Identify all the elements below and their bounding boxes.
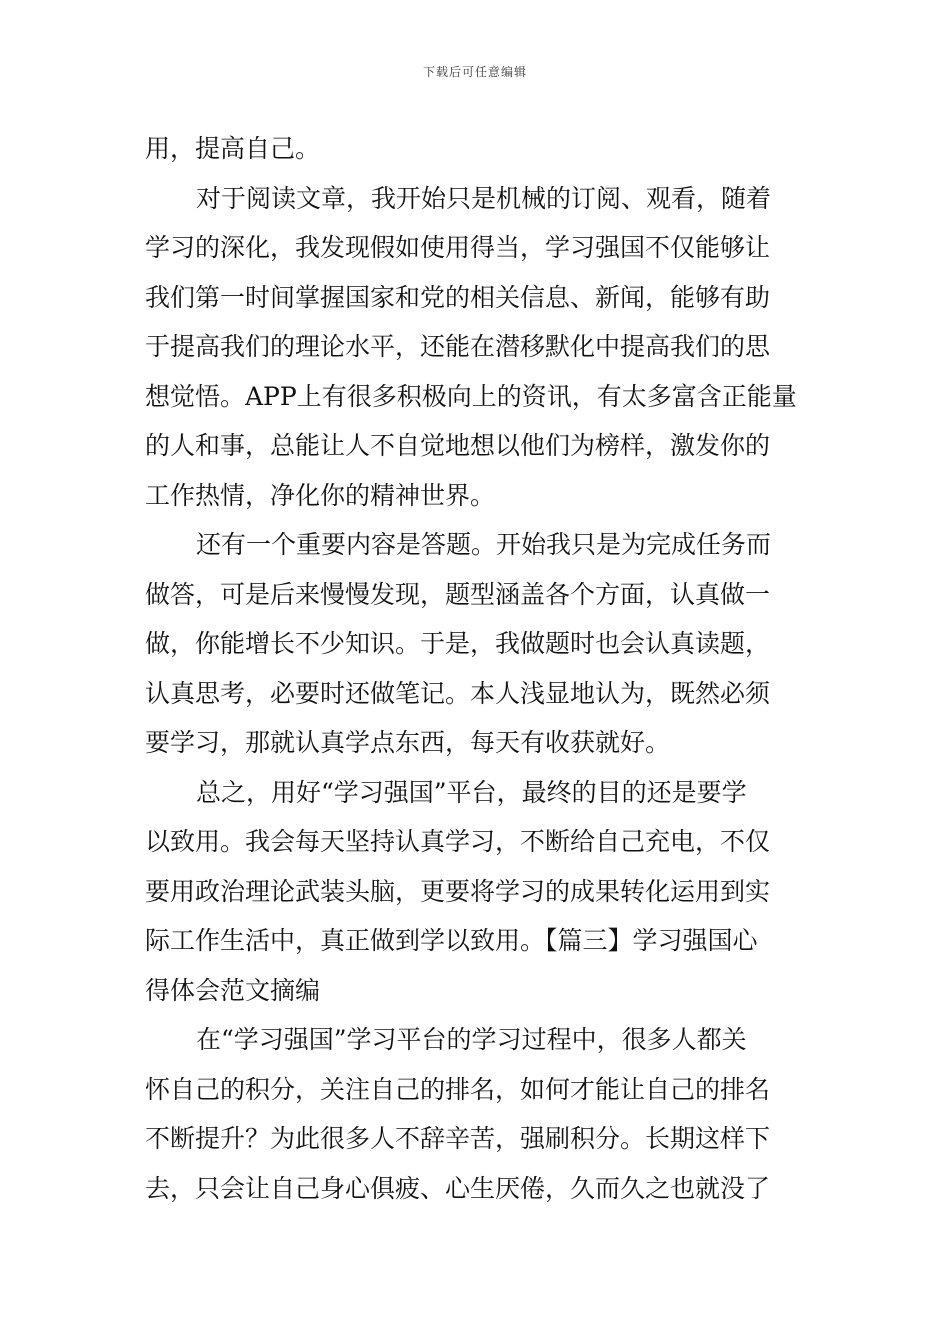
page-header: 下载后可任意编辑	[422, 65, 527, 79]
text-line: 得体会范文摘编	[145, 975, 321, 1005]
text-line: 以致用。我会每天坚持认真学习，不断给自己充电，不仅	[145, 827, 771, 856]
text-line: 还有一个重要内容是答题。开始我只是为完成任务而	[196, 530, 772, 559]
text-line: 做答，可是后来慢慢发现，题型涵盖各个方面，认真做一	[145, 579, 771, 609]
text-line: 于提高我们的理论水平，还能在潜移默化中提高我们的思	[145, 332, 771, 361]
text-line: 要用政治理论武装头脑，更要将学习的成果转化运用到实	[145, 876, 771, 906]
text-line: 的人和事，总能让人不自觉地想以他们为榜样，激发你的	[145, 431, 771, 460]
text-line: 总之，用好“学习强国”平台，最终的目的还是要学	[196, 777, 747, 807]
text-line: 想觉悟。APP上有很多积极向上的资讯，有太多富含正能量	[145, 381, 797, 411]
text-line: 工作热情，净化你的精神世界。	[145, 480, 496, 510]
text-line: 认真思考，必要时还做笔记。本人浅显地认为，既然必须	[145, 678, 771, 708]
text-line: 学习的深化，我发现假如使用得当，学习强国不仅能够让	[145, 233, 771, 262]
text-line: 去，只会让自己身心俱疲、心生厌倦，久而久之也就没了	[145, 1173, 771, 1203]
text-line: 对于阅读文章，我开始只是机械的订阅、观看，随着	[196, 183, 772, 213]
text-line: 怀自己的积分，关注自己的排名，如何才能让自己的排名	[145, 1074, 771, 1104]
text-line: 我们第一时间掌握国家和党的相关信息、新闻，能够有助	[145, 282, 771, 312]
text-line: 不断提升？为此很多人不辞辛苦，强刷积分。长期这样下	[145, 1124, 771, 1153]
text-line: 际工作生活中，真正做到学以致用。【篇三】学习强国心	[145, 926, 758, 955]
text-line: 做，你能增长不少知识。于是，我做题时也会认真读题，	[145, 629, 771, 658]
text-line: 在“学习强国”学习平台的学习过程中，很多人都关	[196, 1025, 747, 1054]
text-line: 要学习，那就认真学点东西，每天有收获就好。	[145, 728, 671, 757]
document-body	[145, 124, 809, 1213]
text-line: 用，提高自己。	[145, 134, 321, 163]
